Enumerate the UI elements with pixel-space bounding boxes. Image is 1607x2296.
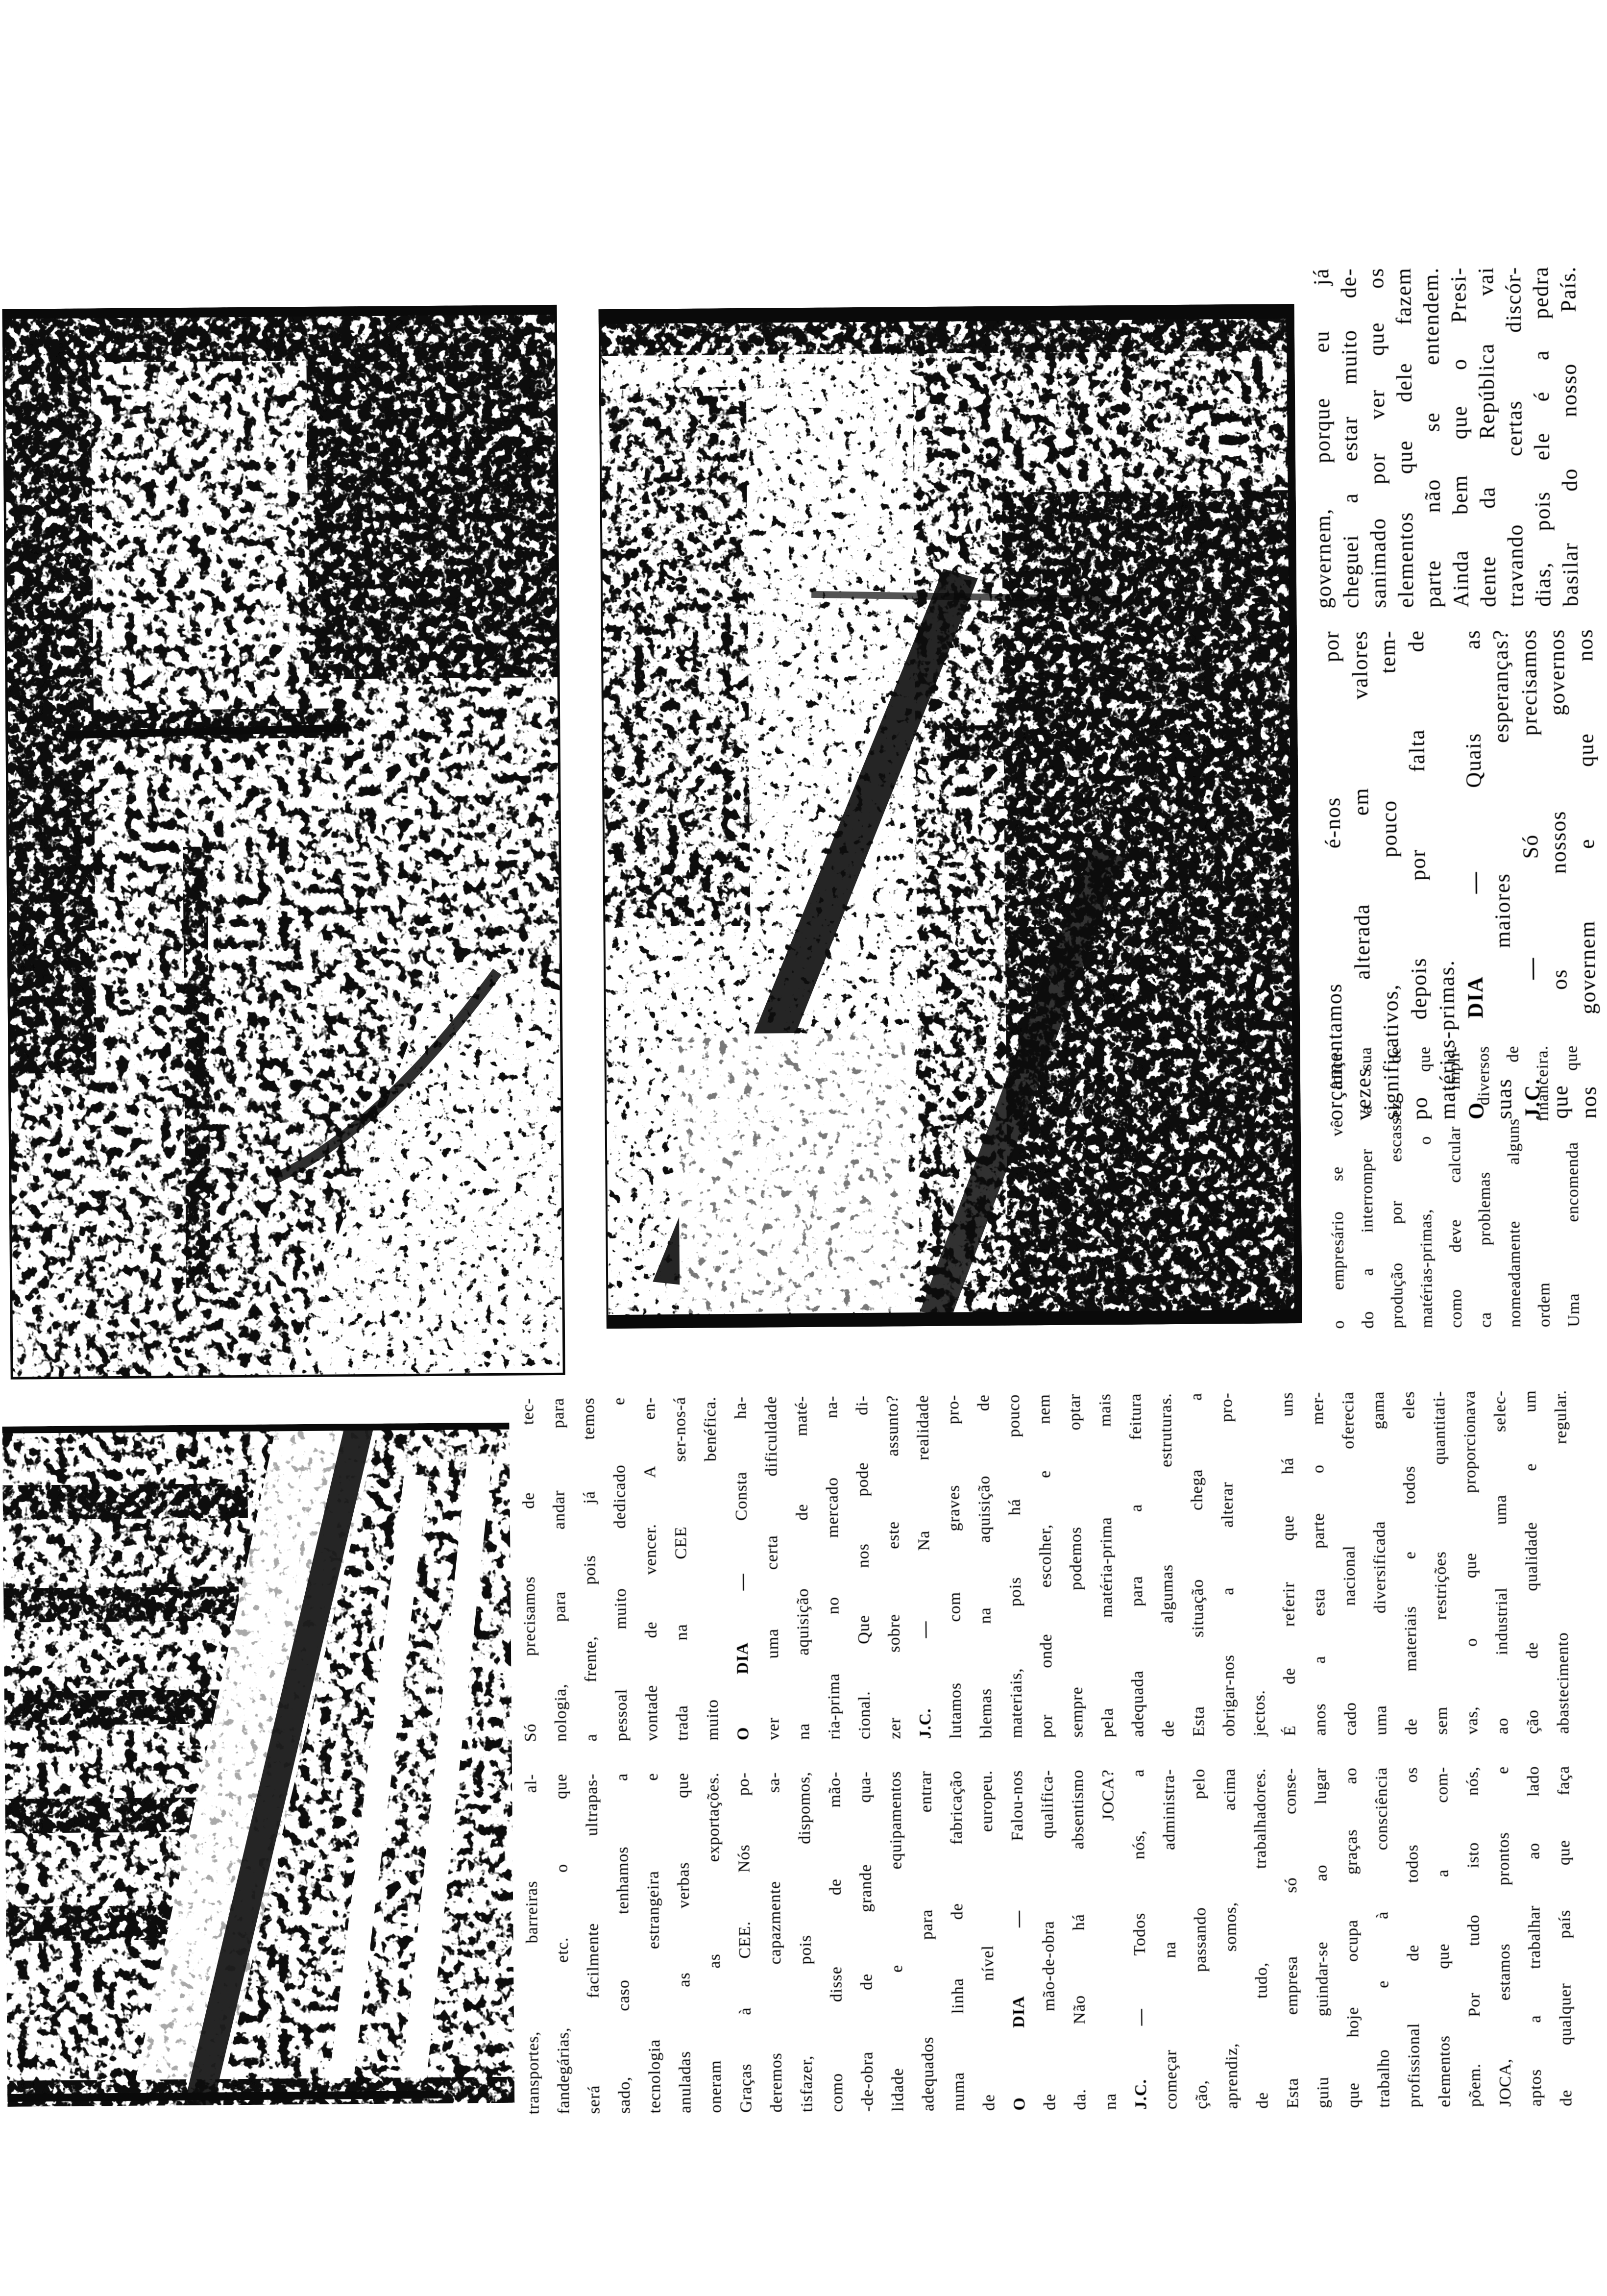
text-line: de materiais e todos eles (1399, 1391, 1421, 1735)
text-line: como deve calcular impli- (1445, 1046, 1465, 1328)
text-line: tisfazer, pois dispomos, (795, 1771, 816, 2113)
text-column-right-small (1322, 1045, 1588, 1329)
paragraph-so-precisamos (513, 1390, 1579, 1742)
text-line: Esta situação chega a (1187, 1392, 1208, 1737)
text-line: como disse de mão- (826, 1771, 847, 2112)
text-line: O DIA — Quais as (1460, 629, 1488, 1120)
text-line: que os nossos governos (1544, 628, 1573, 1119)
text-line: ção de qualidade e um (1521, 1390, 1542, 1734)
text-line: basilar do nosso País. (1556, 266, 1583, 607)
paragraph-empresario (1322, 1045, 1588, 1329)
text-line: transportes, barreiras al- (522, 1774, 543, 2115)
text-line: trabalho e à consciência (1372, 1767, 1393, 2108)
halftone-photo-factory-structures (599, 304, 1302, 1329)
text-line: Graças à CEE. Nós po- (734, 1772, 755, 2113)
text-line: de qualquer país que faça (1554, 1765, 1576, 2106)
text-line: O DIA — Consta ha- (731, 1396, 753, 1741)
text-line: J.C. — Todos nós, a (1129, 1769, 1150, 2110)
text-line: deremos capazmente sa- (765, 1772, 786, 2113)
text-line: produção por escassez de (1386, 1046, 1407, 1329)
text-line: matérias-primas. (1435, 960, 1460, 1120)
text-line: po depois por falta de (1404, 629, 1432, 1120)
text-line: nologia, para andar para (549, 1397, 570, 1742)
text-line: do a interromper a sua (1357, 1046, 1377, 1329)
text-line: numa linha de fabricação (947, 1770, 968, 2111)
text-line: Esta empresa só conse- (1281, 1768, 1302, 2109)
text-line: da. Não há absentismo (1069, 1769, 1090, 2110)
text-line: a frente, pois já temos (580, 1397, 601, 1742)
text-line: abastecimento regular. (1551, 1389, 1573, 1734)
text-line: elementos que a com- (1433, 1766, 1454, 2107)
text-line: dente da República vai (1473, 266, 1501, 608)
text-line: adequada para a feitura (1126, 1393, 1147, 1737)
text-line: o empresário se vê força- (1327, 1047, 1348, 1329)
text-line: será facilmente ultrapas- (583, 1773, 604, 2114)
text-line: Ainda bem que o Presi- (1446, 267, 1473, 608)
text-line: guiu guindar-se ao lugar (1312, 1767, 1333, 2108)
text-line: de nível europeu. (977, 1770, 998, 2111)
text-line: materiais, pois há pouco (1005, 1394, 1026, 1738)
text-line: JOCA, estamos prontos e (1494, 1766, 1515, 2107)
halftone-photo-steel-trusses (2, 1423, 514, 2107)
text-column-right-top (1308, 266, 1584, 608)
text-line: tecnologia estrangeira e (643, 1773, 664, 2114)
paragraph-governem (1308, 266, 1584, 608)
text-line: sado, caso tenhamos a (613, 1773, 634, 2114)
text-line: uma diversificada gama (1369, 1391, 1390, 1735)
text-line: anuladas as verbas que (674, 1772, 695, 2114)
text-line: oneram as exportações. (704, 1772, 725, 2113)
text-line: nos governem e que nos (1573, 628, 1601, 1119)
text-line: J.C. — Na realidade (914, 1394, 935, 1739)
text-line: ver uma certa dificuldade (762, 1396, 783, 1740)
text-line: ca problemas diversos (1474, 1045, 1495, 1328)
text-line: muito benéfica. (701, 1396, 722, 1741)
halftone-photo-industrial-complex (2, 305, 565, 1380)
text-line: O DIA — Falou-nos (1008, 1770, 1029, 2111)
text-line: sempre podemos optar (1066, 1393, 1087, 1738)
text-line: Só precisamos de tec- (519, 1398, 540, 1742)
text-line: trada na CEE ser-nos-á (671, 1396, 692, 1741)
text-line: ção, passando pelo (1190, 1768, 1211, 2109)
text-line: blemas na aquisição de (974, 1394, 996, 1739)
text-line: governem, porque eu já (1309, 268, 1336, 609)
text-line: pela matéria-prima mais (1096, 1393, 1117, 1738)
text-line: dias, pois ele é a pedra (1528, 266, 1556, 607)
photo-canvas (599, 304, 1302, 1329)
text-line: põem. Por tudo isto nós, (1463, 1766, 1485, 2107)
text-line: que hoje ocupa graças ao (1342, 1767, 1363, 2108)
text-line: cional. Que nos pode di- (853, 1395, 874, 1740)
text-line: elementos que dele fazem (1391, 267, 1418, 608)
text-line: nomeadamente alguns de (1504, 1045, 1524, 1328)
text-line: orçamentamos é-nos por (1319, 630, 1347, 1121)
photo-canvas (2, 1423, 514, 2107)
text-line: lidade e equipamentos (886, 1771, 907, 2112)
text-line: cheguei a estar muito de- (1336, 268, 1364, 609)
photo-canvas (2, 305, 565, 1380)
text-line: -de-obra de grande qua- (856, 1771, 877, 2112)
text-band-lower (516, 1766, 1582, 2115)
text-line: ordem financeira. (1533, 1045, 1554, 1328)
text-line: matérias-primas, o que (1415, 1046, 1436, 1329)
text-line: sem restrições quantitati- (1430, 1390, 1451, 1735)
text-line: na aquisição de maté- (792, 1395, 813, 1740)
text-line: J.C. — Só precisamos (1516, 629, 1545, 1119)
text-line: obrigar-nos a alterar pro- (1217, 1392, 1239, 1737)
text-line: vontade de vencer. A en- (640, 1397, 661, 1741)
text-line: lutamos com graves pro- (944, 1394, 965, 1739)
text-line: aptos a trabalhar ao lado (1524, 1766, 1545, 2107)
text-line: Uma encomenda que (1562, 1045, 1583, 1327)
text-line: vezes alterada em valores (1347, 630, 1376, 1121)
text-line: jectos. (1250, 1689, 1269, 1736)
text-line: aprendiz, somos, acima (1220, 1768, 1242, 2109)
paragraph-transportes (516, 1766, 1582, 2115)
text-line: por onde escolher, e nem (1035, 1394, 1056, 1738)
text-line: anos a esta parte o mer- (1308, 1391, 1330, 1736)
text-line: ao industrial uma selec- (1490, 1390, 1512, 1734)
text-line: de algumas estruturas. (1156, 1393, 1178, 1737)
text-line: zer sobre este assunto? (883, 1395, 904, 1739)
text-line: pessoal muito dedicado e (610, 1397, 631, 1742)
text-line: significativos, pouco tem- (1375, 630, 1404, 1120)
text-line: sanimado por ver que os (1364, 267, 1391, 608)
text-line: começar na administra- (1160, 1769, 1181, 2110)
text-line: vas, o que proporcionava (1460, 1390, 1482, 1735)
text-line: profissional de todos os (1403, 1767, 1424, 2108)
text-line: É de referir que há uns (1278, 1392, 1299, 1736)
text-line: de tudo, trabalhadores. (1251, 1768, 1272, 2109)
text-line: cado nacional oferecia (1339, 1391, 1360, 1736)
text-line: fandegárias, etc. o que (552, 1773, 573, 2115)
text-line: parte não se entendem. (1418, 267, 1446, 608)
text-line: adequados para entrar (917, 1770, 938, 2112)
text-line: ria-prima no mercado na- (823, 1395, 844, 1740)
text-line: suas maiores esperanças? (1488, 629, 1516, 1119)
text-line: travando certas discór- (1501, 266, 1528, 607)
text-line: de mão-de-obra qualifica- (1038, 1769, 1059, 2111)
text-band-upper (513, 1390, 1579, 1742)
text-line: na JOCA? (1099, 1769, 1120, 2110)
